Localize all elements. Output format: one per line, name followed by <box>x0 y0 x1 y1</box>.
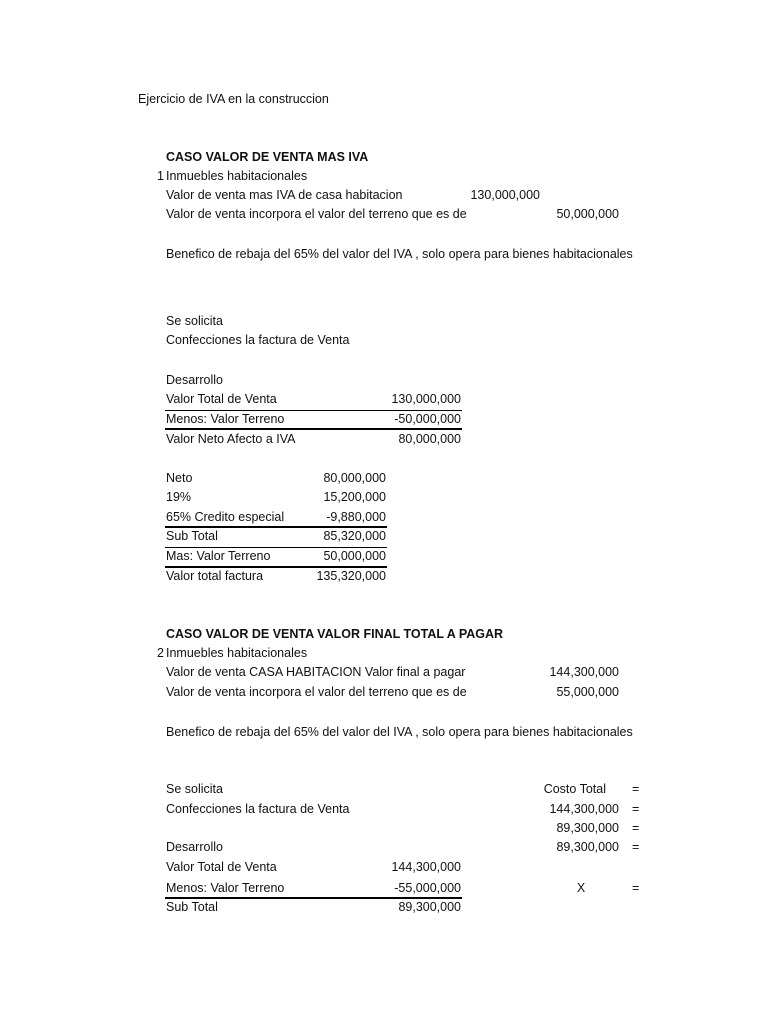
table-row-label: Menos: Valor Terreno <box>166 881 285 895</box>
table-row-value: 80,000,000 <box>323 471 386 485</box>
case2-dev: Desarrollo <box>166 840 223 854</box>
subtotal-rule <box>165 526 387 528</box>
case1-line2-label: Valor de venta incorpora el valor del terreno que es de <box>166 207 467 221</box>
case2-line1-value: 144,300,000 <box>549 665 619 679</box>
case2-benefit: Benefico de rebaja del 65% del valor del IVA , solo opera para bienes habitacionales <box>166 725 633 739</box>
side-value: 89,300,000 <box>556 840 619 854</box>
table-row-value: 80,000,000 <box>398 432 461 446</box>
table-row-label: Valor Total de Venta <box>166 860 277 874</box>
side-equals: = <box>632 802 640 816</box>
table-row-label: Mas: Valor Terreno <box>166 549 271 563</box>
total-rule <box>165 897 462 899</box>
table-row-value: 50,000,000 <box>323 549 386 563</box>
table-row-label: Menos: Valor Terreno <box>166 412 285 426</box>
case1-line1-value: 130,000,000 <box>470 188 540 202</box>
case2-task: Confecciones la factura de Venta <box>166 802 350 816</box>
side-equals: = <box>632 821 640 835</box>
total-rule <box>165 566 387 568</box>
case2-line2-value: 55,000,000 <box>556 685 619 699</box>
case1-line1-label: Valor de venta mas IVA de casa habitacion <box>166 188 403 202</box>
table-row-value: 130,000,000 <box>391 392 461 406</box>
case2-line1-label: Valor de venta CASA HABITACION Valor final a pagar <box>166 665 466 679</box>
case2-subtitle: Inmuebles habitacionales <box>166 646 308 660</box>
table-row-value: 144,300,000 <box>391 860 461 874</box>
table-row-label: Valor Neto Afecto a IVA <box>166 432 296 446</box>
table-row-label: Sub Total <box>166 900 218 914</box>
case1-benefit: Benefico de rebaja del 65% del valor del IVA , solo opera para bienes habitacionales <box>166 247 633 261</box>
side-equals: = <box>632 782 640 796</box>
side-equals: = <box>632 881 640 895</box>
table-row-label: Valor total factura <box>166 569 264 583</box>
case1-task: Confecciones la factura de Venta <box>166 333 350 347</box>
case2-heading: CASO VALOR DE VENTA VALOR FINAL TOTAL A PAGAR <box>166 627 504 641</box>
table-row-label: Sub Total <box>166 529 218 543</box>
table-row-value: 135,320,000 <box>316 569 386 583</box>
side-value: 89,300,000 <box>556 821 619 835</box>
table-row-label: 19% <box>166 490 192 504</box>
table-row-value: 89,300,000 <box>398 900 461 914</box>
table-row-value: 15,200,000 <box>323 490 386 504</box>
side-value: 144,300,000 <box>549 802 619 816</box>
table-row-label: Neto <box>166 471 193 485</box>
case1-number: 1 <box>157 169 164 183</box>
rule <box>165 410 462 411</box>
case2-line2-label: Valor de venta incorpora el valor del terreno que es de <box>166 685 467 699</box>
table-row-value: 85,320,000 <box>323 529 386 543</box>
table-row-value: -50,000,000 <box>394 412 461 426</box>
document-title: Ejercicio de IVA en la construccion <box>138 92 329 106</box>
rule <box>165 547 387 548</box>
side-value: X <box>576 881 586 895</box>
case1-subtitle: Inmuebles habitacionales <box>166 169 308 183</box>
table-row-value: -55,000,000 <box>394 881 461 895</box>
side-value: Costo Total <box>543 782 606 796</box>
case1-line2-value: 50,000,000 <box>556 207 619 221</box>
side-equals: = <box>632 840 640 854</box>
table-row-label: Valor Total de Venta <box>166 392 277 406</box>
case2-number: 2 <box>157 646 164 660</box>
case1-dev: Desarrollo <box>166 373 223 387</box>
case2-request: Se solicita <box>166 782 223 796</box>
total-rule <box>165 428 462 430</box>
table-row-label: 65% Credito especial <box>166 510 285 524</box>
case1-heading: CASO VALOR DE VENTA MAS IVA <box>166 150 369 164</box>
case1-request: Se solicita <box>166 314 223 328</box>
table-row-value: -9,880,000 <box>326 510 386 524</box>
